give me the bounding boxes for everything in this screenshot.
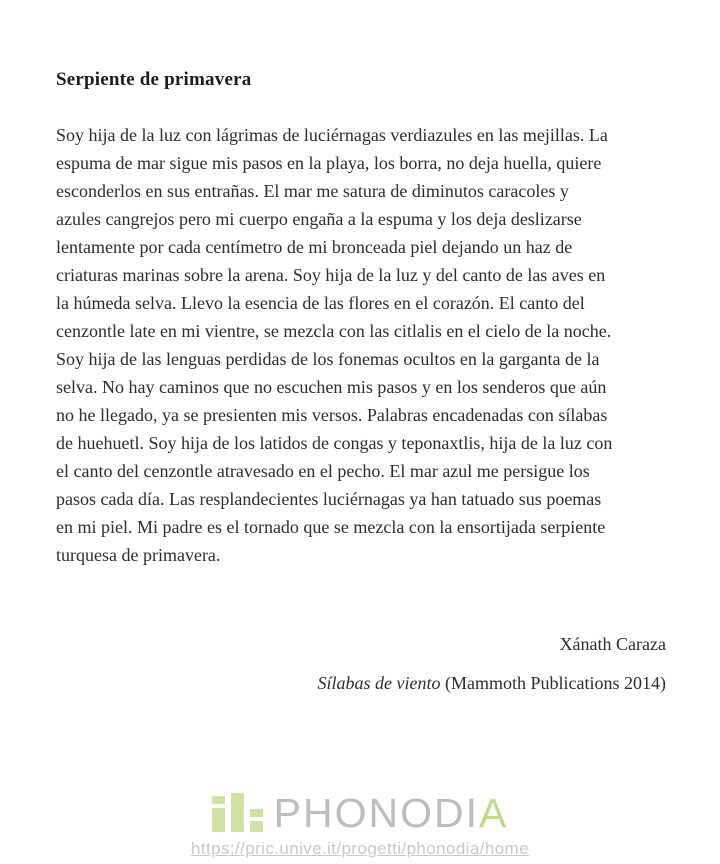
poem-line: de huehuetl. Soy hija de los latidos de congas y teponaxtlis, hija de la luz con bbox=[56, 433, 613, 453]
eq-bar bbox=[250, 821, 263, 832]
author-name: Xánath Caraza bbox=[559, 634, 666, 654]
poem-line: Soy hija de las lenguas perdidas de los fonemas ocultos en la garganta de la bbox=[56, 349, 600, 369]
poem-title: Serpiente de primavera bbox=[56, 69, 252, 90]
eq-column-left bbox=[212, 796, 225, 832]
poem-line: lentamente por cada centímetro de mi bronceada piel dejando un haz de bbox=[56, 237, 573, 257]
eq-column-right bbox=[250, 809, 263, 832]
poem-line: Soy hija de la luz con lágrimas de luciérnagas verdiazules en las mejillas. La bbox=[56, 125, 608, 145]
poem-body bbox=[56, 121, 666, 569]
poem-line: cenzontle late en mi vientre, se mezcla con las citlalis en el cielo de la noche. bbox=[56, 321, 612, 341]
poem-line: no he llegado, ya se presienten mis versos. Palabras encadenadas con sílabas bbox=[56, 405, 608, 425]
phonodia-logo bbox=[0, 790, 720, 834]
footer bbox=[0, 790, 720, 859]
poem-line: turquesa de primavera. bbox=[56, 545, 221, 565]
eq-bar bbox=[212, 808, 225, 832]
poem-line: el canto del cenzontle atravesado en el pecho. El mar azul me persigue los bbox=[56, 461, 590, 481]
attribution-block bbox=[56, 630, 666, 697]
poem-line: en mi piel. Mi padre es el tornado que se mezcla con la ensortijada serpiente bbox=[56, 517, 606, 537]
poem-line: esconderlos en sus entrañas. El mar me satura de diminutos caracoles y bbox=[56, 181, 569, 201]
poem-line: criaturas marinas sobre la arena. Soy hija de la luz y del canto de las aves en bbox=[56, 265, 606, 285]
equalizer-bars-icon bbox=[212, 793, 263, 834]
eq-dot bbox=[212, 796, 225, 804]
poem-line: espuma de mar sigue mis pasos en la playa, los borra, no deja huella, quiere bbox=[56, 153, 602, 173]
logo-text-accent: A bbox=[479, 790, 509, 836]
logo-wordmark bbox=[274, 792, 509, 834]
phonodia-url-link[interactable]: https://pric.unive.it/progetti/phonodia/home bbox=[191, 839, 529, 858]
source-publisher: (Mammoth Publications 2014) bbox=[440, 673, 666, 693]
eq-dot bbox=[250, 809, 263, 817]
eq-bar bbox=[231, 793, 244, 832]
poem-line: azules cangrejos pero mi cuerpo engaña a la espuma y los deja deslizarse bbox=[56, 209, 582, 229]
poem-line: la húmeda selva. Llevo la esencia de las flores en el corazón. El canto del bbox=[56, 293, 585, 313]
poem-line: pasos cada día. Las resplandecientes luciérnagas ya han tatuado sus poemas bbox=[56, 489, 602, 509]
logo-text-main: PHONODI bbox=[273, 790, 479, 836]
poem-line: selva. No hay caminos que no escuchen mis pasos y en los senderos que aún bbox=[56, 377, 607, 397]
source-book-title: Sílabas de viento bbox=[317, 673, 441, 693]
source-line bbox=[56, 669, 666, 697]
